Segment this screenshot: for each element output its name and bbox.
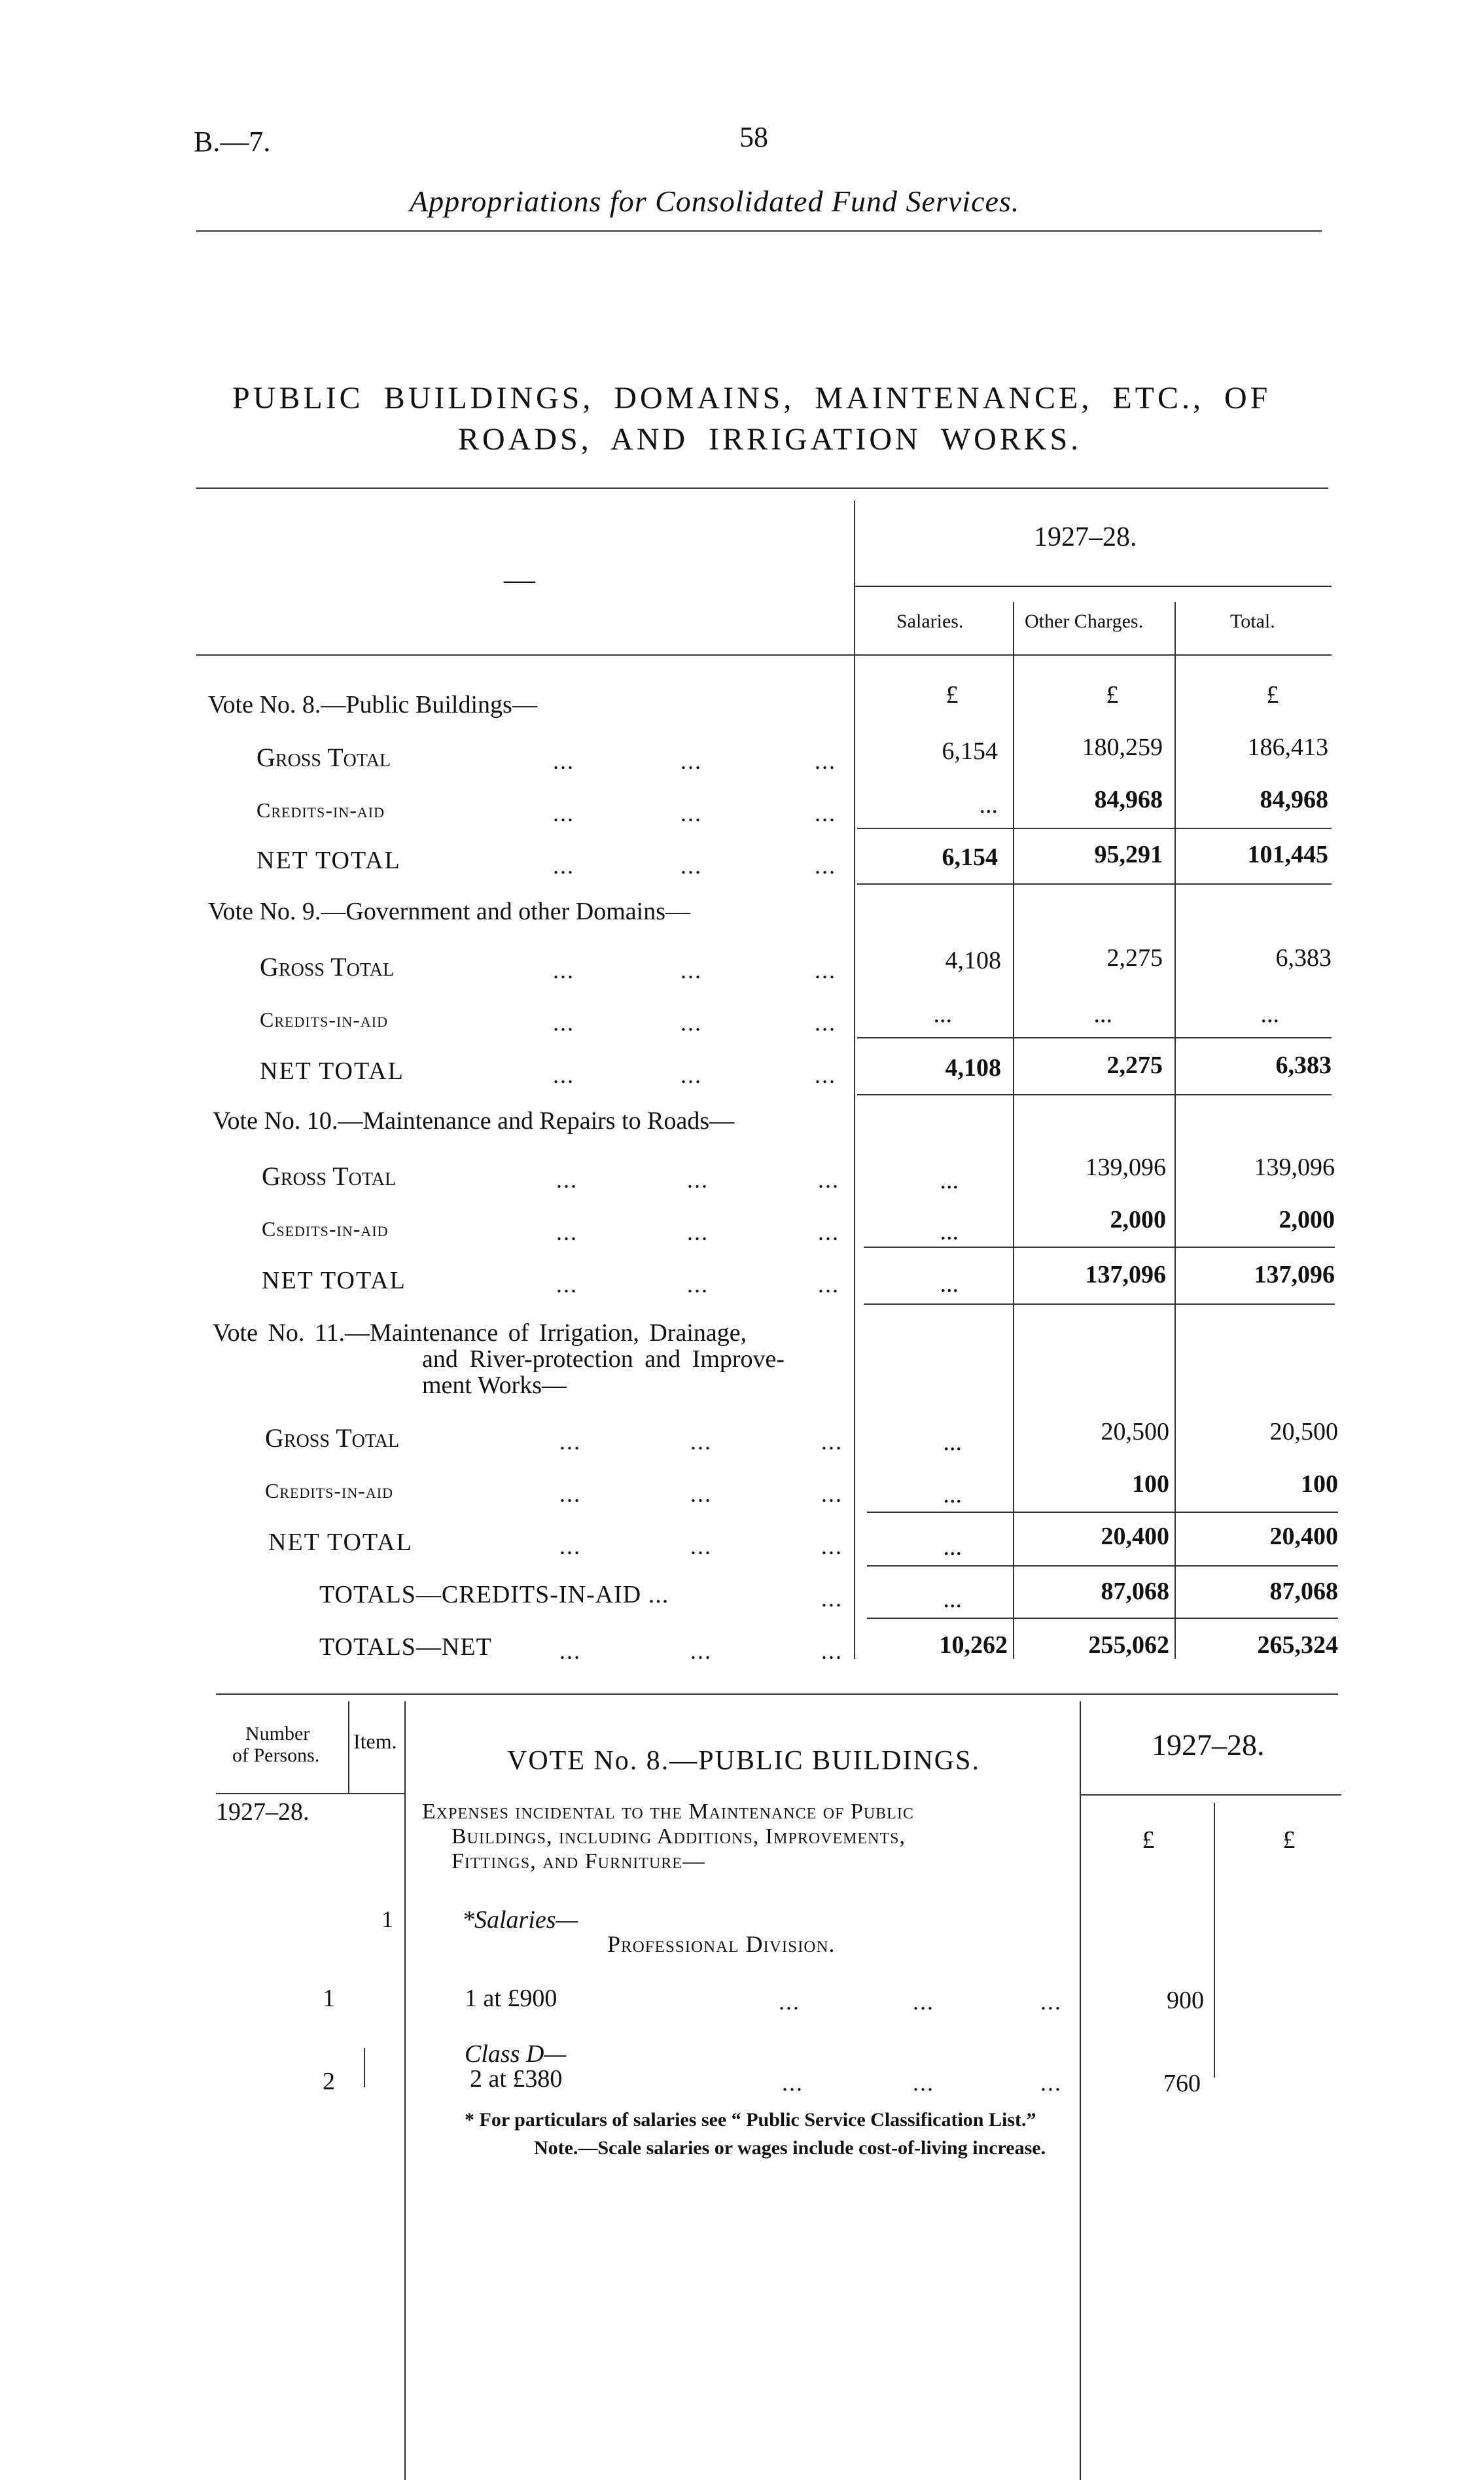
dot-leader: ...	[680, 1010, 702, 1036]
totals-net-label: TOTALS—NET	[319, 1633, 492, 1661]
summary-year-rule	[854, 586, 1332, 587]
dot-leader: ...	[680, 957, 702, 983]
row-rule	[867, 1618, 1338, 1619]
totals-credits-total: 87,068	[1269, 1578, 1338, 1605]
dot-leader: ...	[782, 2070, 804, 2096]
dot-leader: ...	[818, 1271, 839, 1298]
vote-11-gross-salaries: ...	[943, 1428, 962, 1456]
vote-8-net-total: 101,445	[1247, 841, 1328, 868]
footnote-1: * For particulars of salaries see “ Public Service Classification List.”	[465, 2109, 1036, 2131]
col-item: Item.	[353, 1729, 397, 1753]
vote8-heading: VOTE No. 8.—PUBLIC BUILDINGS.	[507, 1746, 980, 1776]
footnote-2: Note.—Scale salaries or wages include cost-of-living increase.	[534, 2137, 1046, 2159]
row-rule	[857, 828, 1332, 829]
vote-10-gross-label: Gross Total	[262, 1161, 397, 1191]
dot-leader: ...	[913, 2070, 934, 2096]
dot-leader: ...	[815, 800, 836, 826]
vote-8-net-salaries: 6,154	[942, 843, 998, 871]
dot-leader: ...	[559, 1428, 581, 1455]
vote-8-gross-total: 186,413	[1247, 734, 1328, 761]
row-rule	[857, 1037, 1332, 1038]
dot-leader: ...	[553, 800, 574, 826]
vote-9-net-label: NET TOTAL	[260, 1057, 404, 1085]
expenses-line2: Buildings, including Additions, Improvements,	[451, 1824, 906, 1849]
vote-10-credits-total: 2,000	[1279, 1206, 1335, 1233]
dot-leader: ...	[559, 1533, 581, 1559]
line-2-class: Class D—	[465, 2040, 567, 2068]
vote-10-title: Vote No. 10.—Maintenance and Repairs to Roads—	[213, 1107, 735, 1135]
dot-leader: ...	[821, 1481, 843, 1507]
vote-10-net-total: 137,096	[1254, 1261, 1335, 1288]
vote-9-net-other: 2,275	[1106, 1052, 1163, 1079]
dot-leader: ...	[779, 1989, 800, 2015]
line-1-label: 1 at £900	[465, 1985, 557, 2012]
vote-8-credits-other: 84,968	[1094, 786, 1163, 813]
vote-10-gross-other: 139,096	[1085, 1154, 1166, 1181]
totals-credits-label: TOTALS—CREDITS-IN-AID ...	[319, 1581, 669, 1608]
dot-leader: ...	[690, 1533, 712, 1559]
row-rule	[857, 1094, 1332, 1095]
vote-11-credits-salaries: ...	[943, 1481, 962, 1508]
item-number: 1	[381, 1906, 393, 1932]
currency-total: £	[1266, 681, 1279, 709]
summary-year: 1927–28.	[1034, 522, 1137, 552]
dot-leader: ...	[556, 1167, 578, 1193]
page-title-line1: PUBLIC BUILDINGS, DOMAINS, MAINTENANCE, ETC., OF	[232, 381, 1271, 416]
vote-9-credits-salaries: ...	[933, 1001, 952, 1028]
dot-leader: ...	[559, 1481, 581, 1507]
vote-11-net-other: 20,400	[1101, 1523, 1169, 1550]
dot-leader: ...	[818, 1167, 839, 1193]
vote-8-gross-label: Gross Total	[256, 743, 391, 772]
col-number-persons-line1: Number	[245, 1723, 310, 1745]
vote-11-net-total: 20,400	[1269, 1523, 1338, 1550]
detail-col-rule-2	[404, 1701, 406, 2480]
row-rule	[867, 1565, 1338, 1567]
vote-11-gross-other: 20,500	[1101, 1418, 1169, 1445]
vote-10-net-label: NET TOTAL	[262, 1267, 406, 1294]
vote-9-credits-total: ...	[1260, 1001, 1279, 1028]
dot-leader: ...	[553, 853, 574, 879]
row-rule	[864, 1247, 1335, 1248]
vote-11-title-line1: Vote No. 11.—Maintenance of Irrigation, Drainage,	[213, 1319, 747, 1347]
vote-9-credits-label: Credits-in-aid	[260, 1008, 388, 1031]
dot-leader: ...	[556, 1219, 578, 1245]
col-salaries: Salaries.	[896, 611, 964, 632]
dot-leader: ...	[680, 800, 702, 826]
dot-leader: ...	[1040, 2070, 1062, 2096]
detail-col-rule-4	[1214, 1803, 1215, 2078]
vote-10-credits-label: Csedits-in-aid	[262, 1217, 389, 1241]
dot-leader: ...	[815, 748, 836, 774]
vote-9-title: Vote No. 9.—Government and other Domains—	[208, 898, 691, 925]
dot-leader: ...	[680, 853, 702, 879]
dot-leader: ...	[913, 1989, 934, 2015]
dot-leader: ...	[815, 1062, 836, 1088]
vote-10-credits-other: 2,000	[1110, 1206, 1166, 1233]
page-title-line2: ROADS, AND IRRIGATION WORKS.	[458, 422, 1082, 457]
vote-8-gross-other: 180,259	[1082, 734, 1163, 761]
vote-10-gross-salaries: ...	[940, 1167, 959, 1194]
detail-currency-1: £	[1142, 1826, 1155, 1854]
dot-leader: ...	[680, 748, 702, 774]
vote-11-title-line3: ment Works—	[422, 1372, 567, 1399]
vote-11-gross-total: 20,500	[1269, 1418, 1338, 1445]
col-number-persons-line2: of Persons.	[232, 1745, 320, 1766]
header-rule	[196, 230, 1322, 232]
dot-leader: ...	[1040, 1989, 1062, 2015]
page-number: 58	[739, 121, 768, 153]
dot-leader: ...	[687, 1167, 709, 1193]
expenses-line1: Expenses incidental to the Maintenance of Public	[422, 1799, 914, 1824]
vote-11-net-label: NET TOTAL	[268, 1529, 413, 1556]
page-subtitle: Appropriations for Consolidated Fund Services.	[410, 185, 1020, 218]
line-1-value: 900	[1167, 1987, 1204, 2014]
line-1-persons: 1	[323, 1985, 335, 2012]
dot-leader: ...	[687, 1271, 709, 1298]
detail-currency-2: £	[1282, 1826, 1296, 1854]
summary-top-rule	[196, 487, 1328, 489]
detail-col-rule-1	[348, 1701, 349, 1793]
persons-year: 1927–28.	[216, 1798, 309, 1826]
line-2-value: 760	[1163, 2070, 1201, 2097]
vote8-year: 1927–28.	[1152, 1728, 1265, 1762]
dot-leader: ...	[818, 1219, 839, 1245]
vote-11-net-salaries: ...	[943, 1533, 962, 1561]
totals-net-other: 255,062	[1088, 1631, 1169, 1659]
dot-leader: ...	[815, 853, 836, 879]
row-rule	[864, 1303, 1335, 1305]
vote-10-net-other: 137,096	[1085, 1261, 1166, 1288]
line-2-label: 2 at £380	[470, 2065, 563, 2093]
summary-head-rule	[196, 654, 1332, 656]
detail-left-head-rule	[216, 1793, 406, 1794]
dot-leader: ...	[680, 1062, 702, 1088]
row-rule	[857, 883, 1332, 885]
summary-col-rule-2	[1013, 602, 1014, 1659]
vote-11-credits-total: 100	[1301, 1470, 1338, 1498]
summary-stub-dash: —	[504, 562, 535, 597]
totals-credits-salaries: ...	[943, 1585, 962, 1613]
vote-9-gross-label: Gross Total	[260, 952, 395, 982]
line-2-persons: 2	[323, 2068, 335, 2095]
vote-8-credits-total: 84,968	[1260, 786, 1328, 813]
vote-11-title-line2: and River-protection and Improve-	[422, 1345, 785, 1373]
dot-leader: ...	[821, 1585, 843, 1612]
dot-leader: ...	[821, 1638, 843, 1664]
vote-9-gross-salaries: 4,108	[945, 947, 1001, 974]
vote-9-net-salaries: 4,108	[945, 1054, 1001, 1082]
dot-leader: ...	[553, 1010, 574, 1036]
totals-net-total: 265,324	[1257, 1631, 1338, 1659]
totals-net-salaries: 10,262	[939, 1631, 1008, 1659]
dot-leader: ...	[821, 1533, 843, 1559]
vote-11-credits-other: 100	[1132, 1470, 1169, 1498]
vote-8-net-other: 95,291	[1094, 841, 1163, 868]
salaries-label: *Salaries—	[462, 1906, 578, 1934]
dot-leader: ...	[690, 1638, 712, 1664]
detail-top-rule	[216, 1693, 1338, 1695]
dot-leader: ...	[553, 1062, 574, 1088]
dot-leader: ...	[559, 1638, 581, 1664]
vote-8-gross-salaries: 6,154	[942, 737, 998, 765]
detail-col-rule-5	[364, 2048, 365, 2087]
dot-leader: ...	[687, 1219, 709, 1245]
vote-9-net-total: 6,383	[1275, 1052, 1332, 1079]
vote-9-gross-total: 6,383	[1275, 944, 1332, 972]
dot-leader: ...	[815, 957, 836, 983]
vote-9-gross-other: 2,275	[1106, 944, 1163, 972]
col-other-charges: Other Charges.	[1025, 611, 1144, 632]
col-total: Total.	[1230, 611, 1275, 632]
dot-leader: ...	[553, 748, 574, 774]
currency-other: £	[1106, 681, 1119, 709]
vote-11-credits-label: Credits-in-aid	[265, 1479, 393, 1502]
vote-8-credits-salaries: ...	[979, 791, 998, 819]
vote-10-net-salaries: ...	[940, 1270, 959, 1298]
summary-col-rule-3	[1175, 602, 1176, 1659]
row-rule	[867, 1512, 1338, 1513]
currency-salaries: £	[945, 681, 959, 709]
vote-10-gross-total: 139,096	[1254, 1154, 1335, 1181]
vote-9-credits-other: ...	[1093, 1001, 1112, 1028]
expenses-line3: Fittings, and Furniture—	[451, 1849, 705, 1873]
vote-8-credits-label: Credits-in-aid	[256, 798, 385, 822]
professional-division: Professional Division.	[607, 1931, 836, 1957]
vote-10-credits-salaries: ...	[940, 1218, 959, 1245]
dot-leader: ...	[690, 1481, 712, 1507]
dot-leader: ...	[690, 1428, 712, 1455]
dot-leader: ...	[821, 1428, 843, 1455]
vote-8-title: Vote No. 8.—Public Buildings—	[208, 691, 537, 718]
dot-leader: ...	[556, 1271, 578, 1298]
dot-leader: ...	[815, 1010, 836, 1036]
vote-11-gross-label: Gross Total	[265, 1423, 400, 1453]
vote-8-net-label: NET TOTAL	[256, 847, 401, 874]
dot-leader: ...	[553, 957, 574, 983]
totals-credits-other: 87,068	[1101, 1578, 1169, 1605]
page-reference: B.—7.	[194, 126, 271, 158]
detail-head-rule	[1080, 1794, 1341, 1796]
